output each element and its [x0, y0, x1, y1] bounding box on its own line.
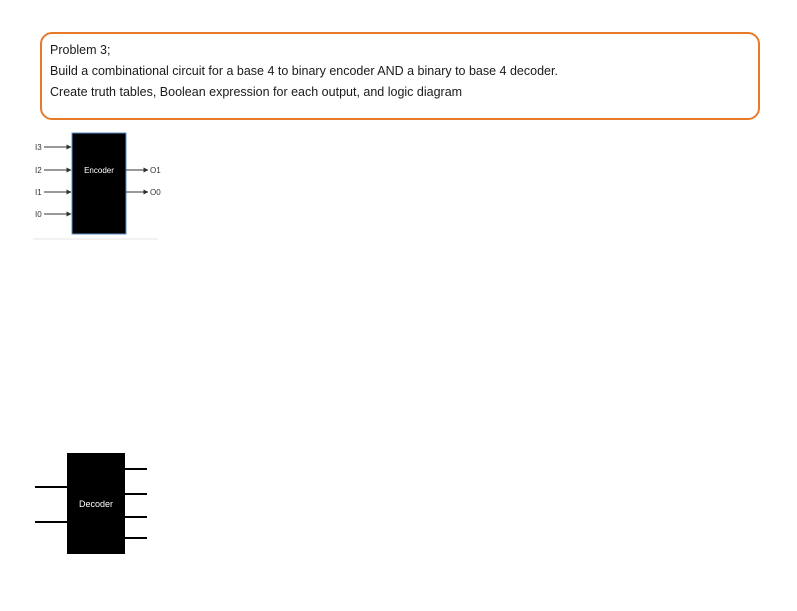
problem-line-2: Create truth tables, Boolean expression for each output, and logic diagram: [50, 85, 463, 99]
decoder-diagram: [35, 453, 147, 554]
encoder-output-label-o0: O0: [150, 188, 161, 197]
encoder-block: [72, 133, 126, 234]
encoder-diagram: [33, 133, 161, 239]
encoder-input-label-i0: I0: [35, 210, 42, 219]
encoder-label: Encoder: [84, 166, 114, 175]
encoder-input-label-i2: I2: [35, 166, 42, 175]
problem-title: Problem 3;: [50, 43, 111, 57]
decoder-label: Decoder: [78, 499, 114, 509]
encoder-input-label-i3: I3: [35, 143, 42, 152]
encoder-input-label-i1: I1: [35, 188, 42, 197]
problem-line-1: Build a combinational circuit for a base 4 to binary encoder AND a binary to base 4 decoder.: [50, 64, 558, 78]
encoder-output-label-o1: O1: [150, 166, 161, 175]
